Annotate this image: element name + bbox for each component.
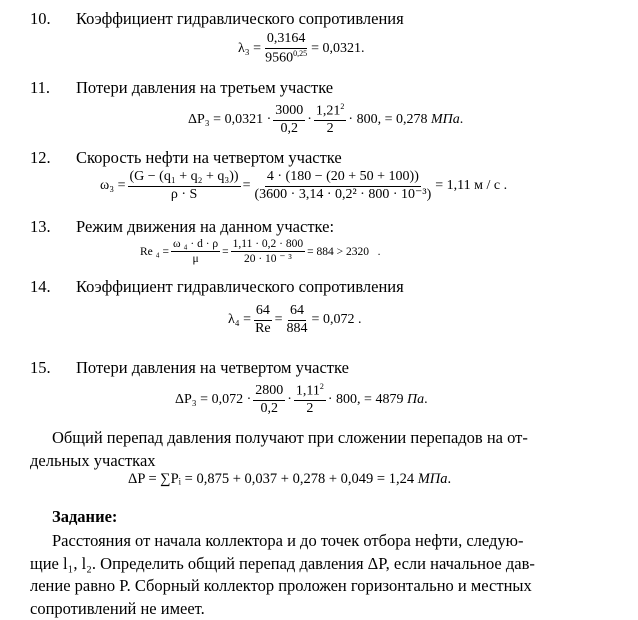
numerator: 2800 (253, 384, 285, 401)
eq-lhs: ΔP₃ = 0,072 · (175, 392, 252, 408)
section-title: Потери давления на четвертом участке (76, 358, 349, 377)
paragraph-line: ление равно P. Сборный коллектор проложен горизонтально и местных (30, 576, 532, 595)
denominator: Re (255, 320, 271, 336)
dot: · (287, 392, 292, 408)
eq-sign: = (242, 178, 251, 194)
fraction (231, 238, 305, 265)
numerator: 3000 (273, 104, 305, 121)
section-14-heading (30, 277, 404, 297)
numerator: 4 · (180 − (20 + 50 + 100)) (265, 170, 421, 187)
eq-rhs: · 800, = 0,278 (348, 112, 428, 128)
fraction (263, 32, 309, 66)
denominator: 0,2 (280, 120, 298, 136)
unit: МПа (417, 471, 448, 487)
eq-sign: = (222, 245, 229, 258)
equation-15 (175, 383, 428, 417)
task-heading: Задание: (52, 507, 118, 526)
task-paragraph (30, 530, 605, 620)
section-title: Скорость нефти на четвертом участке (76, 148, 342, 167)
denominator: ρ · S (170, 186, 198, 202)
equation-12 (100, 170, 507, 202)
fraction (171, 238, 220, 265)
denominator: 884 (286, 320, 308, 336)
eq-rhs: = 0,0321. (311, 41, 365, 57)
section-13-heading (30, 217, 334, 237)
eq-end: . (459, 112, 464, 128)
numerator (314, 103, 347, 121)
numerator: 64 (254, 304, 272, 321)
denominator: 0,2 (260, 400, 278, 416)
paragraph-line: дельных участках (30, 450, 156, 470)
section-title: Потери давления на третьем участке (76, 78, 334, 97)
eq-end: . (447, 471, 452, 487)
equation-13 (140, 238, 380, 265)
eq-rhs: · 800, = 4879 (327, 392, 404, 408)
fraction (253, 170, 434, 202)
equation-11 (188, 103, 463, 137)
eq-lhs: Re ₄ = (140, 245, 170, 258)
denominator (263, 49, 309, 66)
section-number: 15. (30, 358, 51, 377)
denominator: 2 (326, 121, 334, 137)
eq-rhs: = 0,072 . (311, 312, 362, 328)
unit: Па (406, 392, 425, 408)
paragraph-line: сопротивлений не имеет. (30, 598, 205, 618)
paragraph-line: Расстояния от начала коллектора и до точек отбора нефти, следую- (52, 531, 524, 550)
fraction (285, 304, 310, 336)
section-15-heading (30, 358, 349, 378)
fraction (128, 170, 241, 202)
section-title: Режим движения на данном участке: (76, 217, 335, 236)
section-number: 11. (30, 78, 51, 97)
paragraph-line: щие l₁, l₂. Определить общий перепад давления ΔP, если начальное дав- (30, 553, 535, 573)
fraction (273, 104, 305, 136)
eq-lhs: ΔP₃ = 0,0321 · (188, 112, 272, 128)
numerator: ω ₄ · d · ρ (171, 238, 220, 252)
equation-14 (228, 304, 361, 336)
num-exponent: 2 (340, 102, 345, 111)
eq-lhs: ω₃ = (100, 178, 126, 194)
eq-end: . (377, 245, 381, 258)
numerator: (G − (q₁ + q₂ + q₃)) (128, 170, 241, 187)
numerator: 1,11 · 0,2 · 800 (231, 238, 305, 252)
eq-end: . (424, 392, 428, 408)
denominator: (3600 · 3,14 · 0,2² · 800 · 10⁻³) (254, 186, 432, 202)
total-pressure-paragraph (30, 427, 605, 472)
section-10-heading (30, 9, 404, 29)
numerator: 0,3164 (265, 32, 308, 49)
num-base: 1,11 (295, 383, 320, 399)
section-number: 12. (30, 148, 51, 167)
fraction (253, 304, 273, 336)
fraction (294, 383, 326, 417)
dot: · (307, 112, 312, 128)
numerator (294, 383, 326, 401)
eq-rhs: = 884 > 2320 (307, 245, 369, 258)
eq-lhs: λ₃ = (238, 41, 262, 57)
equation-total (128, 471, 451, 488)
section-title: Коэффициент гидравлического сопротивления (76, 9, 404, 28)
den-exponent: 0,25 (293, 48, 308, 58)
eq-lhs: λ₄ = (228, 312, 252, 328)
denominator: 20 · 10 ⁻ ³ (243, 253, 292, 266)
section-11-heading (30, 78, 333, 98)
section-number: 13. (30, 217, 51, 236)
num-base: 1,21 (315, 103, 341, 119)
eq-rhs: = 1,11 м / с . (435, 178, 508, 194)
eq-body: ΔP = ∑Pᵢ = 0,875 + 0,037 + 0,278 + 0,049 = 1,24 (128, 471, 415, 487)
den-base: 9560 (265, 50, 294, 66)
section-number: 14. (30, 277, 51, 296)
eq-sign: = (274, 312, 283, 328)
denominator: 2 (306, 401, 314, 417)
fraction (253, 384, 285, 416)
equation-10 (238, 32, 364, 66)
unit: МПа (430, 112, 460, 128)
num-exponent: 2 (319, 382, 324, 391)
numerator: 64 (288, 304, 306, 321)
denominator: μ (192, 253, 199, 266)
section-12-heading (30, 148, 342, 168)
fraction (314, 103, 347, 137)
section-title: Коэффициент гидравлического сопротивления (76, 277, 404, 296)
paragraph-line: Общий перепад давления получают при сложении перепадов на от- (52, 428, 528, 447)
section-number: 10. (30, 9, 51, 28)
